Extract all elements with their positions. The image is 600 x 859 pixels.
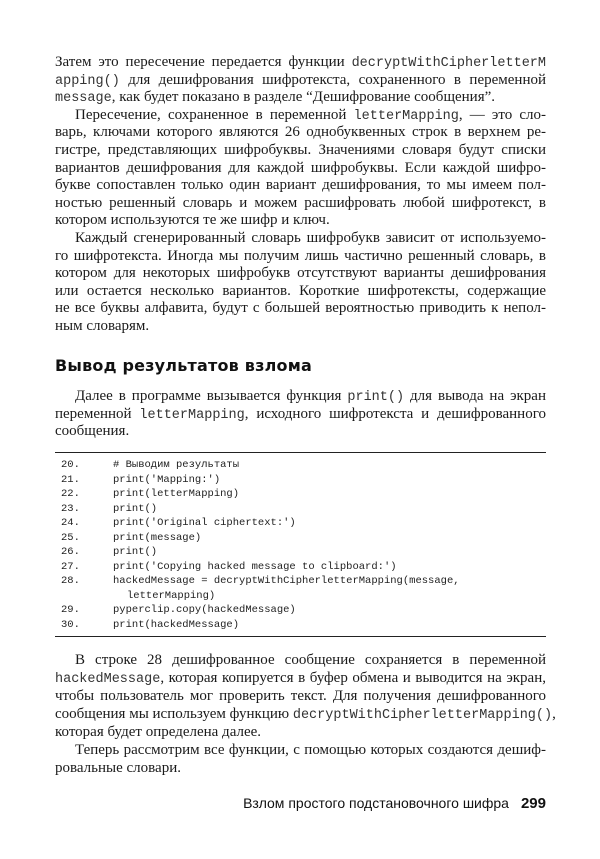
text-line (55, 283, 546, 301)
code-line (55, 545, 546, 560)
paragraph (55, 107, 546, 230)
text-run: сообщения. (55, 423, 130, 440)
text-run: сообщения мы используем функцию (55, 706, 293, 722)
text-line (55, 89, 546, 107)
code-line (55, 574, 546, 589)
text-run: , которая копируется в буфер обмена и выводится на экран, (160, 670, 546, 686)
code-line (55, 458, 546, 473)
code-line (55, 603, 546, 618)
text-run: варь, ключами которого являются 26 однобуквенных строк в верхнем ре- (55, 124, 546, 141)
code-text: print(hackedMessage) (113, 618, 240, 631)
line-number: 28. (61, 575, 80, 587)
paragraph (55, 54, 546, 107)
line-number: 30. (61, 618, 80, 631)
running-title: Взлом простого подстановочного шифра (243, 795, 509, 811)
inline-code: letterMapping (353, 108, 459, 124)
text-line (55, 265, 546, 283)
code-text: letterMapping) (127, 589, 216, 602)
code-text: print(message) (113, 531, 202, 544)
section-heading: Вывод результатов взлома (55, 356, 312, 375)
text-run: переменной (55, 405, 140, 422)
line-number: 22. (61, 488, 80, 500)
inline-code: decryptWithCipherletterM (351, 56, 546, 71)
text-line (55, 230, 546, 248)
text-line (55, 406, 546, 424)
code-line (55, 487, 546, 502)
paragraph (55, 388, 546, 441)
text-line (55, 248, 546, 266)
text-line (55, 705, 556, 723)
text-run: букве сопоставлен только один вариант дешифрования, то мы имеем пол- (55, 177, 546, 194)
code-line (55, 589, 546, 604)
text-run: Затем это пересечение передается функции (55, 54, 352, 70)
text-run: или остается несколько вариантов. Короткие шифротексты, содержащие (55, 282, 546, 299)
text-run: ровальные словари. (55, 760, 181, 776)
page-number: 299 (520, 795, 546, 812)
line-number: 27. (61, 560, 80, 573)
line-number: 25. (61, 531, 80, 544)
text-run: котором используются те же шифр и ключ. (55, 212, 330, 229)
text-line (55, 195, 546, 213)
text-run: В строке 28 дешифрованное сообщение сохраняется в переменной (75, 652, 546, 668)
code-text: # Выводим результаты (113, 459, 240, 471)
text-run: Теперь рассмотрим все функции, с помощью которых создаются дешиф- (75, 742, 546, 758)
code-text: print() (113, 502, 158, 515)
text-line (55, 741, 546, 759)
code-text: pyperclip.copy(hackedMessage) (113, 604, 296, 616)
text-run: , исходного шифротекста и дешифрованного (244, 405, 546, 422)
line-number: 29. (61, 604, 80, 616)
paragraph (55, 651, 556, 741)
code-line (55, 618, 546, 633)
text-run: го шифротекста. Иногда мы получим лишь частично решенный словарь, в (55, 247, 546, 264)
inline-code: print() (347, 390, 405, 405)
text-run: Каждый сгенерированный словарь шифробукв зависит от используемо- (75, 230, 546, 246)
text-run: , — это сло- (458, 106, 546, 123)
text-run: Пересечение, сохраненное в переменной (75, 106, 354, 123)
text-run: котором для некоторых шифробукв отсутствуют варианты дешифрования (55, 265, 546, 282)
text-line (55, 687, 546, 705)
line-number: 21. (61, 473, 80, 486)
text-line (55, 54, 546, 72)
code-line (55, 531, 546, 546)
text-line (55, 651, 546, 669)
code-text: hackedMessage = decryptWithCipherletterMapping(message, (113, 575, 460, 587)
text-line (55, 723, 546, 741)
text-run: которая будет определена далее. (55, 724, 262, 740)
text-line (55, 423, 546, 441)
line-number: 24. (61, 517, 80, 529)
text-run: , (552, 706, 556, 722)
code-line (55, 516, 546, 531)
text-line (55, 160, 546, 178)
paragraph (55, 741, 546, 777)
text-line (55, 142, 546, 160)
text-run: ным словарям. (55, 317, 150, 334)
text-line (55, 177, 546, 195)
text-run: для дешифрования шифротекста, сохраненного в переменной (119, 71, 546, 88)
text-run: чтобы пользователь мог проверить текст. Для получения дешифрованного (55, 688, 546, 704)
inline-code: letterMapping (139, 407, 245, 423)
inline-code: decryptWithCipherletterMapping() (292, 708, 553, 723)
inline-code: message (55, 91, 112, 107)
text-line (55, 124, 546, 142)
text-line (55, 759, 546, 777)
code-line (55, 560, 546, 575)
code-text: print() (113, 546, 158, 558)
page-footer (243, 795, 546, 812)
text-line (55, 388, 546, 406)
text-run: ностью решенный словарь и можем расшифровать любой шифротекст, в (55, 194, 546, 211)
code-text: print('Copying hacked message to clipboard:') (113, 560, 397, 573)
text-run: , как будет показано в разделе “Дешифрование сообщения”. (111, 89, 496, 106)
text-run: не все буквы алфавита, будут с большей вероятностью приводить к непол- (55, 300, 546, 317)
code-text: print('Mapping:') (113, 473, 221, 486)
text-line (55, 107, 546, 125)
code-listing (55, 458, 546, 632)
text-line (55, 300, 546, 318)
text-run: гистре, представляющих шифробуквы. Значениями словаря будут списки (55, 141, 546, 158)
text-run: для вывода на экран (404, 388, 546, 404)
code-line (55, 502, 546, 517)
code-bottom-rule (55, 636, 546, 637)
code-text: print('Original ciphertext:') (113, 517, 296, 529)
text-line (55, 212, 546, 230)
text-line (55, 669, 546, 687)
inline-code: apping() (55, 73, 120, 89)
code-text: print(letterMapping) (113, 488, 240, 500)
code-top-rule (55, 452, 546, 453)
paragraph (55, 230, 546, 336)
line-number: 26. (61, 546, 80, 558)
text-run: вариантов дешифрования для каждой шифробуквы. Если каждой шифро- (55, 159, 546, 176)
line-number: 20. (61, 459, 80, 471)
text-line (55, 72, 546, 90)
code-line (55, 473, 546, 488)
line-number: 23. (61, 502, 80, 515)
text-run: Далее в программе вызывается функция (75, 388, 348, 404)
text-line (55, 318, 546, 336)
inline-code: hackedMessage (55, 672, 161, 687)
